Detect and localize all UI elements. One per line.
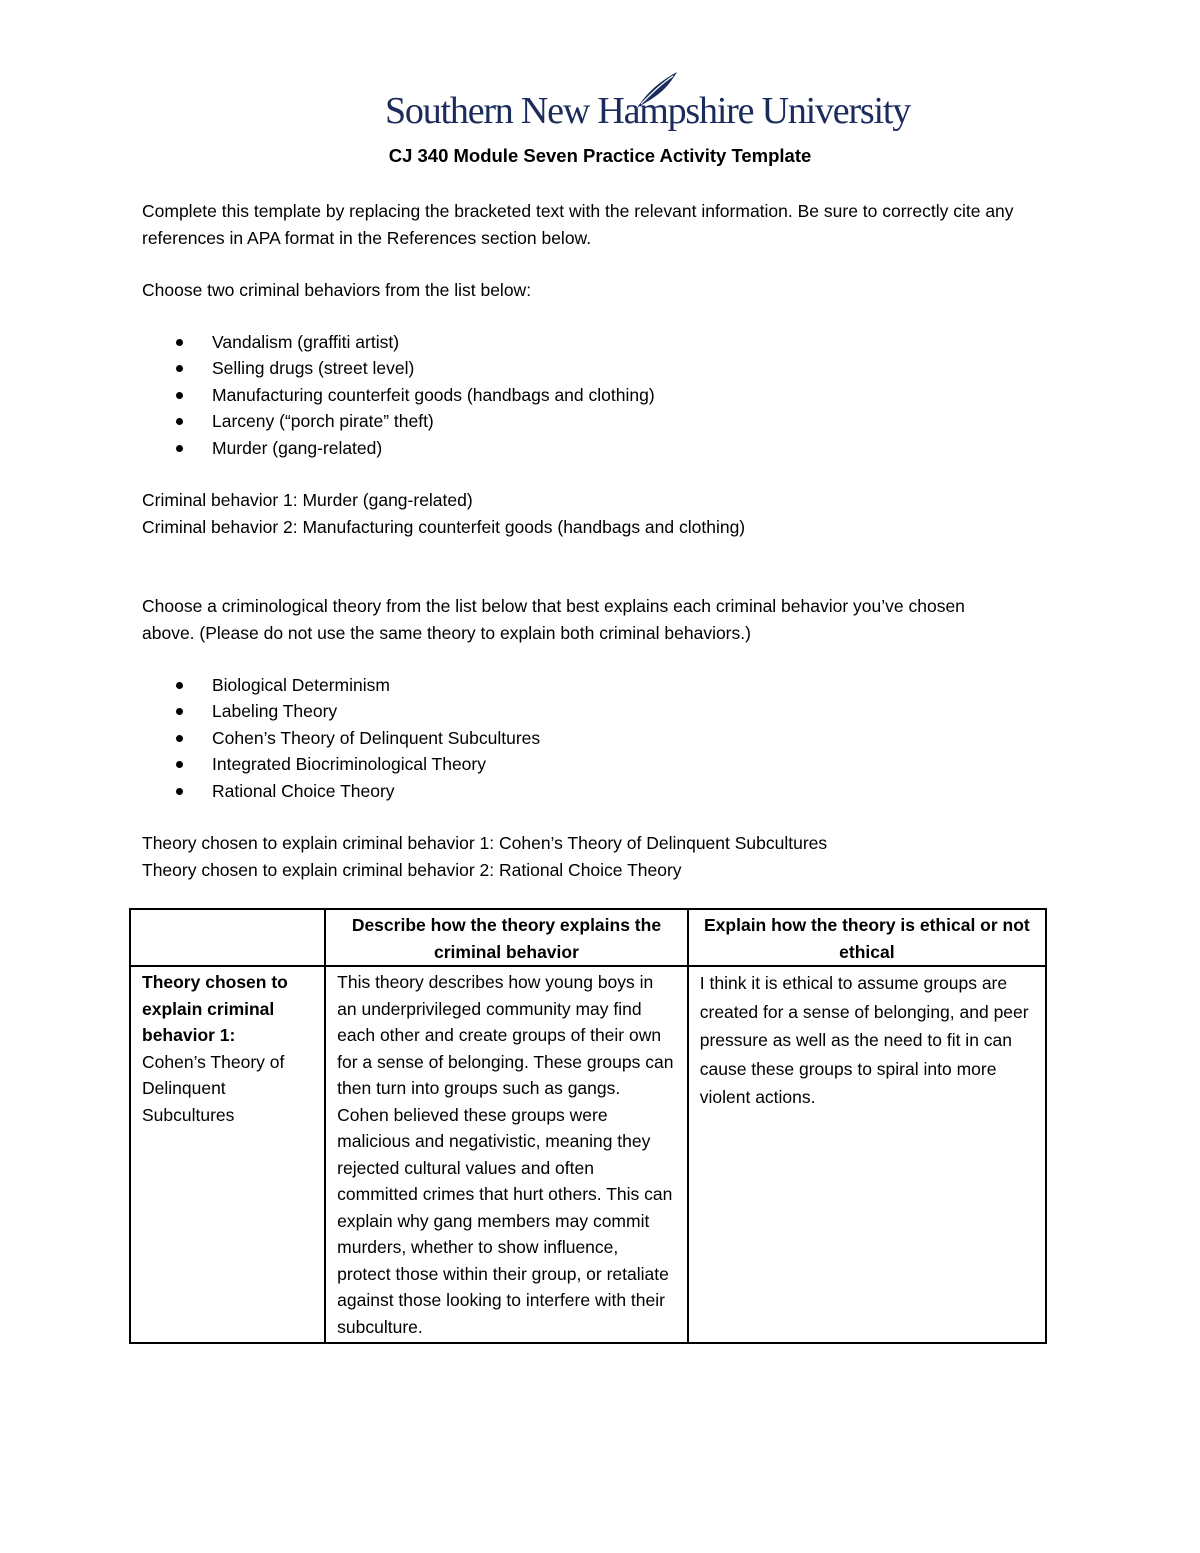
list-item: Manufacturing counterfeit goods (handbags and clothing) xyxy=(142,382,655,408)
logo-wordmark: Southern New Hampshire University xyxy=(385,90,911,132)
list-item: Biological Determinism xyxy=(142,672,540,698)
criminal-behavior-2: Criminal behavior 2: Manufacturing counterfeit goods (handbags and clothing) xyxy=(142,517,746,537)
table-row xyxy=(130,966,1046,1343)
list-item: Rational Choice Theory xyxy=(142,778,540,804)
list-item: Integrated Biocriminological Theory xyxy=(142,751,540,777)
ethical-cell: I think it is ethical to assume groups are created for a sense of belonging, and peer pressure as well as the need to fit in can cause these groups to spiral into more violent actions. xyxy=(688,966,1046,1343)
describe-cell: This theory describes how young boys in an underprivileged community may find each other and create groups of their own for a sense of belonging. These groups can then turn into groups such as gangs. Cohen believed these groups were malicious and negativistic, meaning they rejected cultural values and often committed crimes that hurt others. This can explain why gang members may commit murders, whether to show influence, protect those within their group, or retaliate against those looking to interfere with their subculture. xyxy=(325,966,688,1343)
behaviors-prompt: Choose two criminal behaviors from the list below: xyxy=(142,280,532,300)
list-item: Cohen’s Theory of Delinquent Subcultures xyxy=(142,725,540,751)
header-describe-cell: Describe how the theory explains the criminal behavior xyxy=(325,909,688,966)
row-label-cell xyxy=(130,966,325,1343)
theory-prompt: Choose a criminological theory from the list below that best explains each criminal behavior you’ve chosen above. (Please do not use the same theory to explain both criminal behaviors.) xyxy=(142,596,970,643)
list-item: Selling drugs (street level) xyxy=(142,355,655,381)
header-ethical-cell: Explain how the theory is ethical or not ethical xyxy=(688,909,1046,966)
list-item: Murder (gang-related) xyxy=(142,435,655,461)
criminal-behavior-1: Criminal behavior 1: Murder (gang-related) xyxy=(142,490,473,510)
list-item: Larceny (“porch pirate” theft) xyxy=(142,408,655,434)
row-label-theory: Cohen’s Theory of Delinquent Subcultures xyxy=(142,1051,285,1125)
instructions-paragraph: Complete this template by replacing the bracketed text with the relevant information. Be sure to correctly cite any references in APA format in the References section below. xyxy=(142,201,1019,248)
list-item: Labeling Theory xyxy=(142,698,540,724)
theories-list xyxy=(142,672,540,804)
header-blank-cell xyxy=(130,909,325,966)
row-label-bold: Theory chosen to explain criminal behavior 1: xyxy=(142,972,288,1045)
theory-chosen-2: Theory chosen to explain criminal behavior 2: Rational Choice Theory xyxy=(142,860,682,880)
document-title: CJ 340 Module Seven Practice Activity Template xyxy=(388,145,812,166)
theory-table xyxy=(129,908,1047,1344)
table-header-row xyxy=(130,909,1046,966)
university-logo xyxy=(385,70,911,138)
behaviors-list xyxy=(142,329,655,461)
list-item: Vandalism (graffiti artist) xyxy=(142,329,655,355)
theory-chosen-1: Theory chosen to explain criminal behavior 1: Cohen’s Theory of Delinquent Subcultures xyxy=(142,833,828,853)
